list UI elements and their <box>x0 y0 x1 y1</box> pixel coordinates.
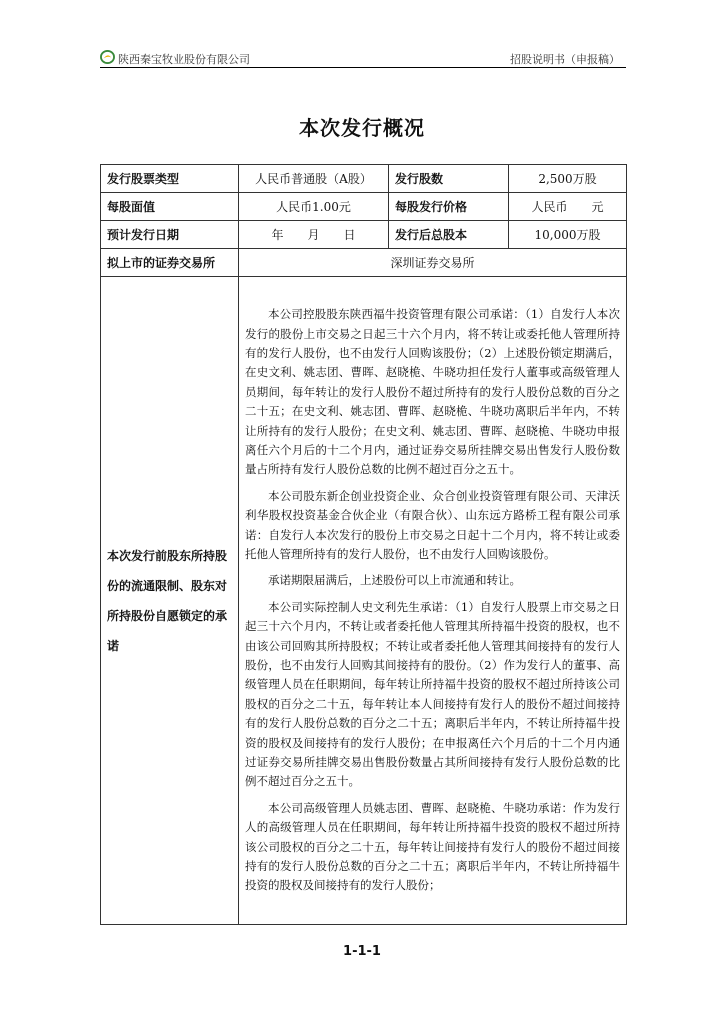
table-row <box>101 249 627 277</box>
par-value-value: 人民币1.00元 <box>239 193 389 221</box>
document-type: 招股说明书（申报稿） <box>510 53 620 66</box>
page-header <box>100 47 626 68</box>
issue-date-label: 预计发行日期 <box>101 221 239 249</box>
company-name: 陕西秦宝牧业股份有限公司 <box>118 53 250 66</box>
company-logo-icon <box>100 50 115 64</box>
table-row <box>101 277 627 925</box>
shares-issued-value: 2,500万股 <box>509 165 627 193</box>
stock-type-value: 人民币普通股（A股） <box>239 165 389 193</box>
lockup-commitment-label: 本次发行前股东所持股份的流通限制、股东对所持股份自愿锁定的承诺 <box>101 277 239 925</box>
total-shares-value: 10,000万股 <box>509 221 627 249</box>
issuance-summary-table <box>100 164 627 925</box>
lockup-commitment-content <box>239 277 627 925</box>
issue-price-value: 人民币 元 <box>509 193 627 221</box>
exchange-label: 拟上市的证券交易所 <box>101 249 239 277</box>
commitment-paragraph: 本公司控股股东陕西福牛投资管理有限公司承诺：（1）自发行人本次发行的股份上市交易之日起三十六个月内，将不转让或委托他人管理所持有的发行人股份，也不由发行人回购该股份；（2）上述股份锁定期满后，在史文利、姚志团、曹晖、赵晓桅、牛晓功担任发行人董事或高级管理人员期间，每年转让的发行人股份不超过所持有的发行人股份总数的百分之二十五；在史文利、姚志团、曹晖、赵晓桅、牛晓功离职后半年内，不转让所持有的发行人股份；在史文利、姚志团、曹晖、赵晓桅、牛晓功申报离任六个月后的十二个月内，通过证券交易所挂牌交易出售发行人股份数量占所持有发行人股份总数的比例不超过百分之五十。 <box>245 307 620 477</box>
commitment-paragraph: 本公司高级管理人员姚志团、曹晖、赵晓桅、牛晓功承诺：作为发行人的高级管理人员在任职期间，每年转让所持福牛投资的股权不超过所持该公司股权的百分之二十五，每年转让间接持有发行人的股份不超过间接持有的发行人股份总数的百分之二十五；离职后半年内，不转让所持福牛投资的股权及间接持有的发行人股份； <box>245 800 620 893</box>
table-row <box>101 221 627 249</box>
table-row <box>101 193 627 221</box>
stock-type-label: 发行股票类型 <box>101 165 239 193</box>
issue-date-value: 年 月 日 <box>239 221 389 249</box>
issue-price-label: 每股发行价格 <box>389 193 509 221</box>
par-value-label: 每股面值 <box>101 193 239 221</box>
commitment-paragraph: 承诺期限届满后，上述股份可以上市流通和转让。 <box>268 573 521 588</box>
commitment-paragraph: 本公司股东新企创业投资企业、众合创业投资管理有限公司、天津沃利华股权投资基金合伙企业（有限合伙）、山东远方路桥工程有限公司承诺：自发行人本次发行的股份上市交易之日起十二个月内，将不转让或委托他人管理所持有的发行人股份，也不由发行人回购该股份。 <box>245 488 620 561</box>
commitment-paragraph: 本公司实际控制人史文利先生承诺：（1）自发行人股票上市交易之日起三十六个月内，不转让或者委托他人管理其所持福牛投资的股权，也不由该公司回购其所持股权；不转让或者委托他人管理其间接持有的发行人股份，也不由发行人回购其间接持有的股份。（2）作为发行人的董事、高级管理人员在任职期间，每年转让所持福牛投资的股权不超过所持该公司股权的百分之二十五，每年转让本人间接持有发行人的股份不超过间接持有的发行人股份总数的百分之二十五；离职后半年内，不转让所持福牛投资的股权及间接持有的发行人股份；在申报离任六个月后的十二个月内通过证券交易所挂牌交易出售股份数量占其所间接持有发行人股份总数的比例不超过百分之五十。 <box>245 599 620 789</box>
table-row <box>101 165 627 193</box>
exchange-value: 深圳证券交易所 <box>239 249 627 277</box>
page-number: 1-1-1 <box>343 944 381 959</box>
total-shares-label: 发行后总股本 <box>389 221 509 249</box>
shares-issued-label: 发行股数 <box>389 165 509 193</box>
page-title: 本次发行概况 <box>299 116 425 140</box>
